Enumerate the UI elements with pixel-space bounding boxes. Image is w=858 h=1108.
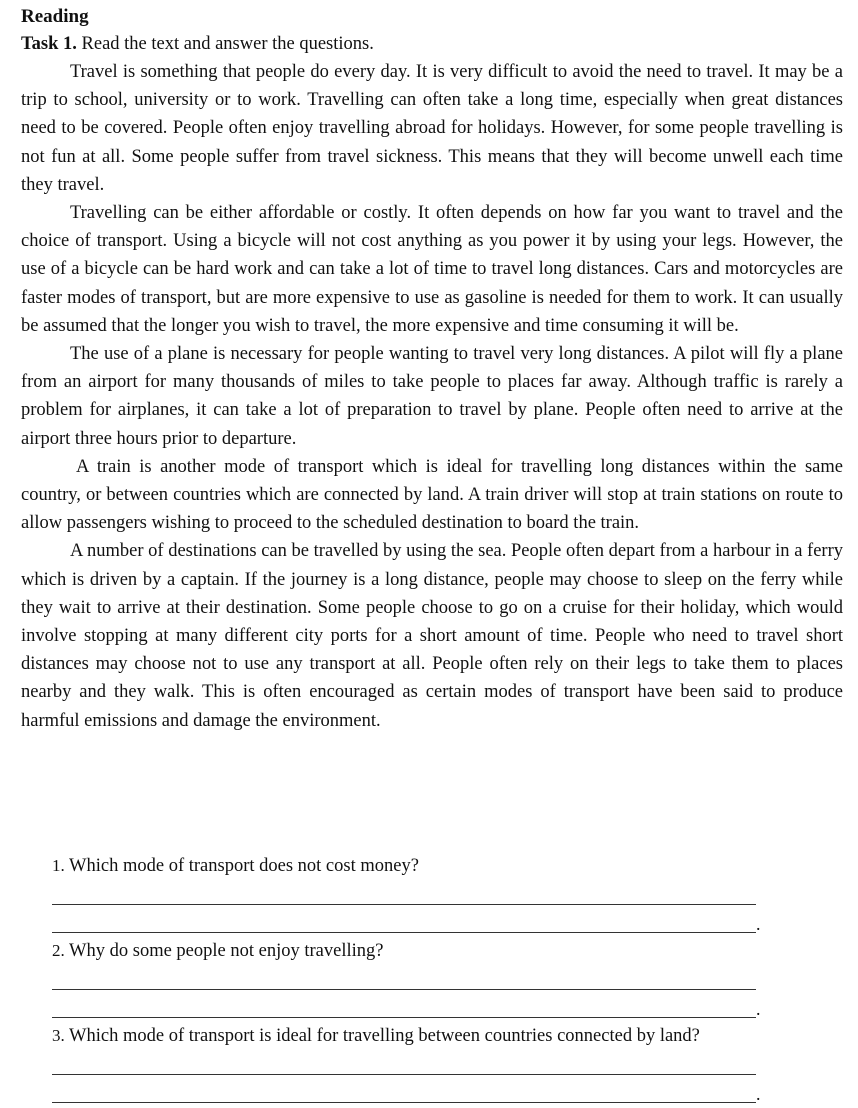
question-number: 1. <box>52 856 65 875</box>
question-text: Why do some people not enjoy travelling? <box>69 941 384 961</box>
task-instruction-text: Read the text and answer the questions. <box>81 34 374 54</box>
question-3 <box>52 1023 842 1108</box>
question-text: Which mode of transport is ideal for travelling between countries connected by land? <box>69 1026 700 1046</box>
question-1 <box>52 853 842 938</box>
section-title: Reading <box>21 6 89 27</box>
question-2 <box>52 938 842 1023</box>
answer-line[interactable] <box>52 989 756 990</box>
answer-line[interactable] <box>52 1017 756 1018</box>
paragraph-5: A number of destinations can be travelled by using the sea. People often depart from a harbour in a ferry which is driven by a captain. If the journey is a long distance, people may choose to sleep on the ferry while they wait to arrive at their destination. Some people choose to go on a cruise for their holiday, which would involve stopping at many different city ports for a short amount of time. People who need to travel short distances may choose not to use any transport at all. People often rely on their legs to take them to places nearby and they walk. This is often encouraged as certain modes of transport have been said to produce harmful emissions and damage the environment. <box>21 541 843 731</box>
paragraph-4: A train is another mode of transport which is ideal for travelling long distances within the same country, or between countries which are connected by land. A train driver will stop at train stations on route to allow passengers wishing to proceed to the scheduled destination to board the train. <box>21 456 843 534</box>
answer-terminator: . <box>756 999 761 1019</box>
task-instruction <box>21 30 843 58</box>
reading-page <box>21 4 843 735</box>
answer-line[interactable] <box>52 932 756 933</box>
questions-list <box>52 853 842 1108</box>
paragraph-2: Travelling can be either affordable or costly. It often depends on how far you want to travel and the choice of transport. Using a bicycle will not cost anything as you power it by using your legs. However, the use of a bicycle can be hard work and can take a lot of time to travel long distances. Cars and motorcycles are faster modes of transport, but are more expensive to use as gasoline is needed for them to work. It can usually be assumed that the longer you wish to travel, the more expensive and time consuming it will be. <box>21 203 843 336</box>
answer-terminator: . <box>756 914 761 934</box>
answer-line[interactable] <box>52 1074 756 1075</box>
question-number: 3. <box>52 1026 65 1045</box>
answer-line[interactable] <box>52 1102 756 1103</box>
question-number: 2. <box>52 941 65 960</box>
paragraph-1: Travel is something that people do every day. It is very difficult to avoid the need to travel. It may be a trip to school, university or to work. Travelling can often take a long time, especially when great distances need to be covered. People often enjoy travelling abroad for holidays. However, for some people travelling is not fun at all. Some people suffer from travel sickness. This means that they will become unwell each time they travel. <box>21 62 843 195</box>
paragraph-3: The use of a plane is necessary for people wanting to travel very long distances. A pilot will fly a plane from an airport for many thousands of miles to take people to places far away. Although traffic is rarely a problem for airplanes, it can take a lot of preparation to travel by plane. People often need to arrive at the airport three hours prior to departure. <box>21 344 843 449</box>
answer-terminator: . <box>756 1084 761 1104</box>
task-label: Task 1. <box>21 34 77 54</box>
answer-line[interactable] <box>52 904 756 905</box>
question-text: Which mode of transport does not cost money? <box>69 856 419 876</box>
